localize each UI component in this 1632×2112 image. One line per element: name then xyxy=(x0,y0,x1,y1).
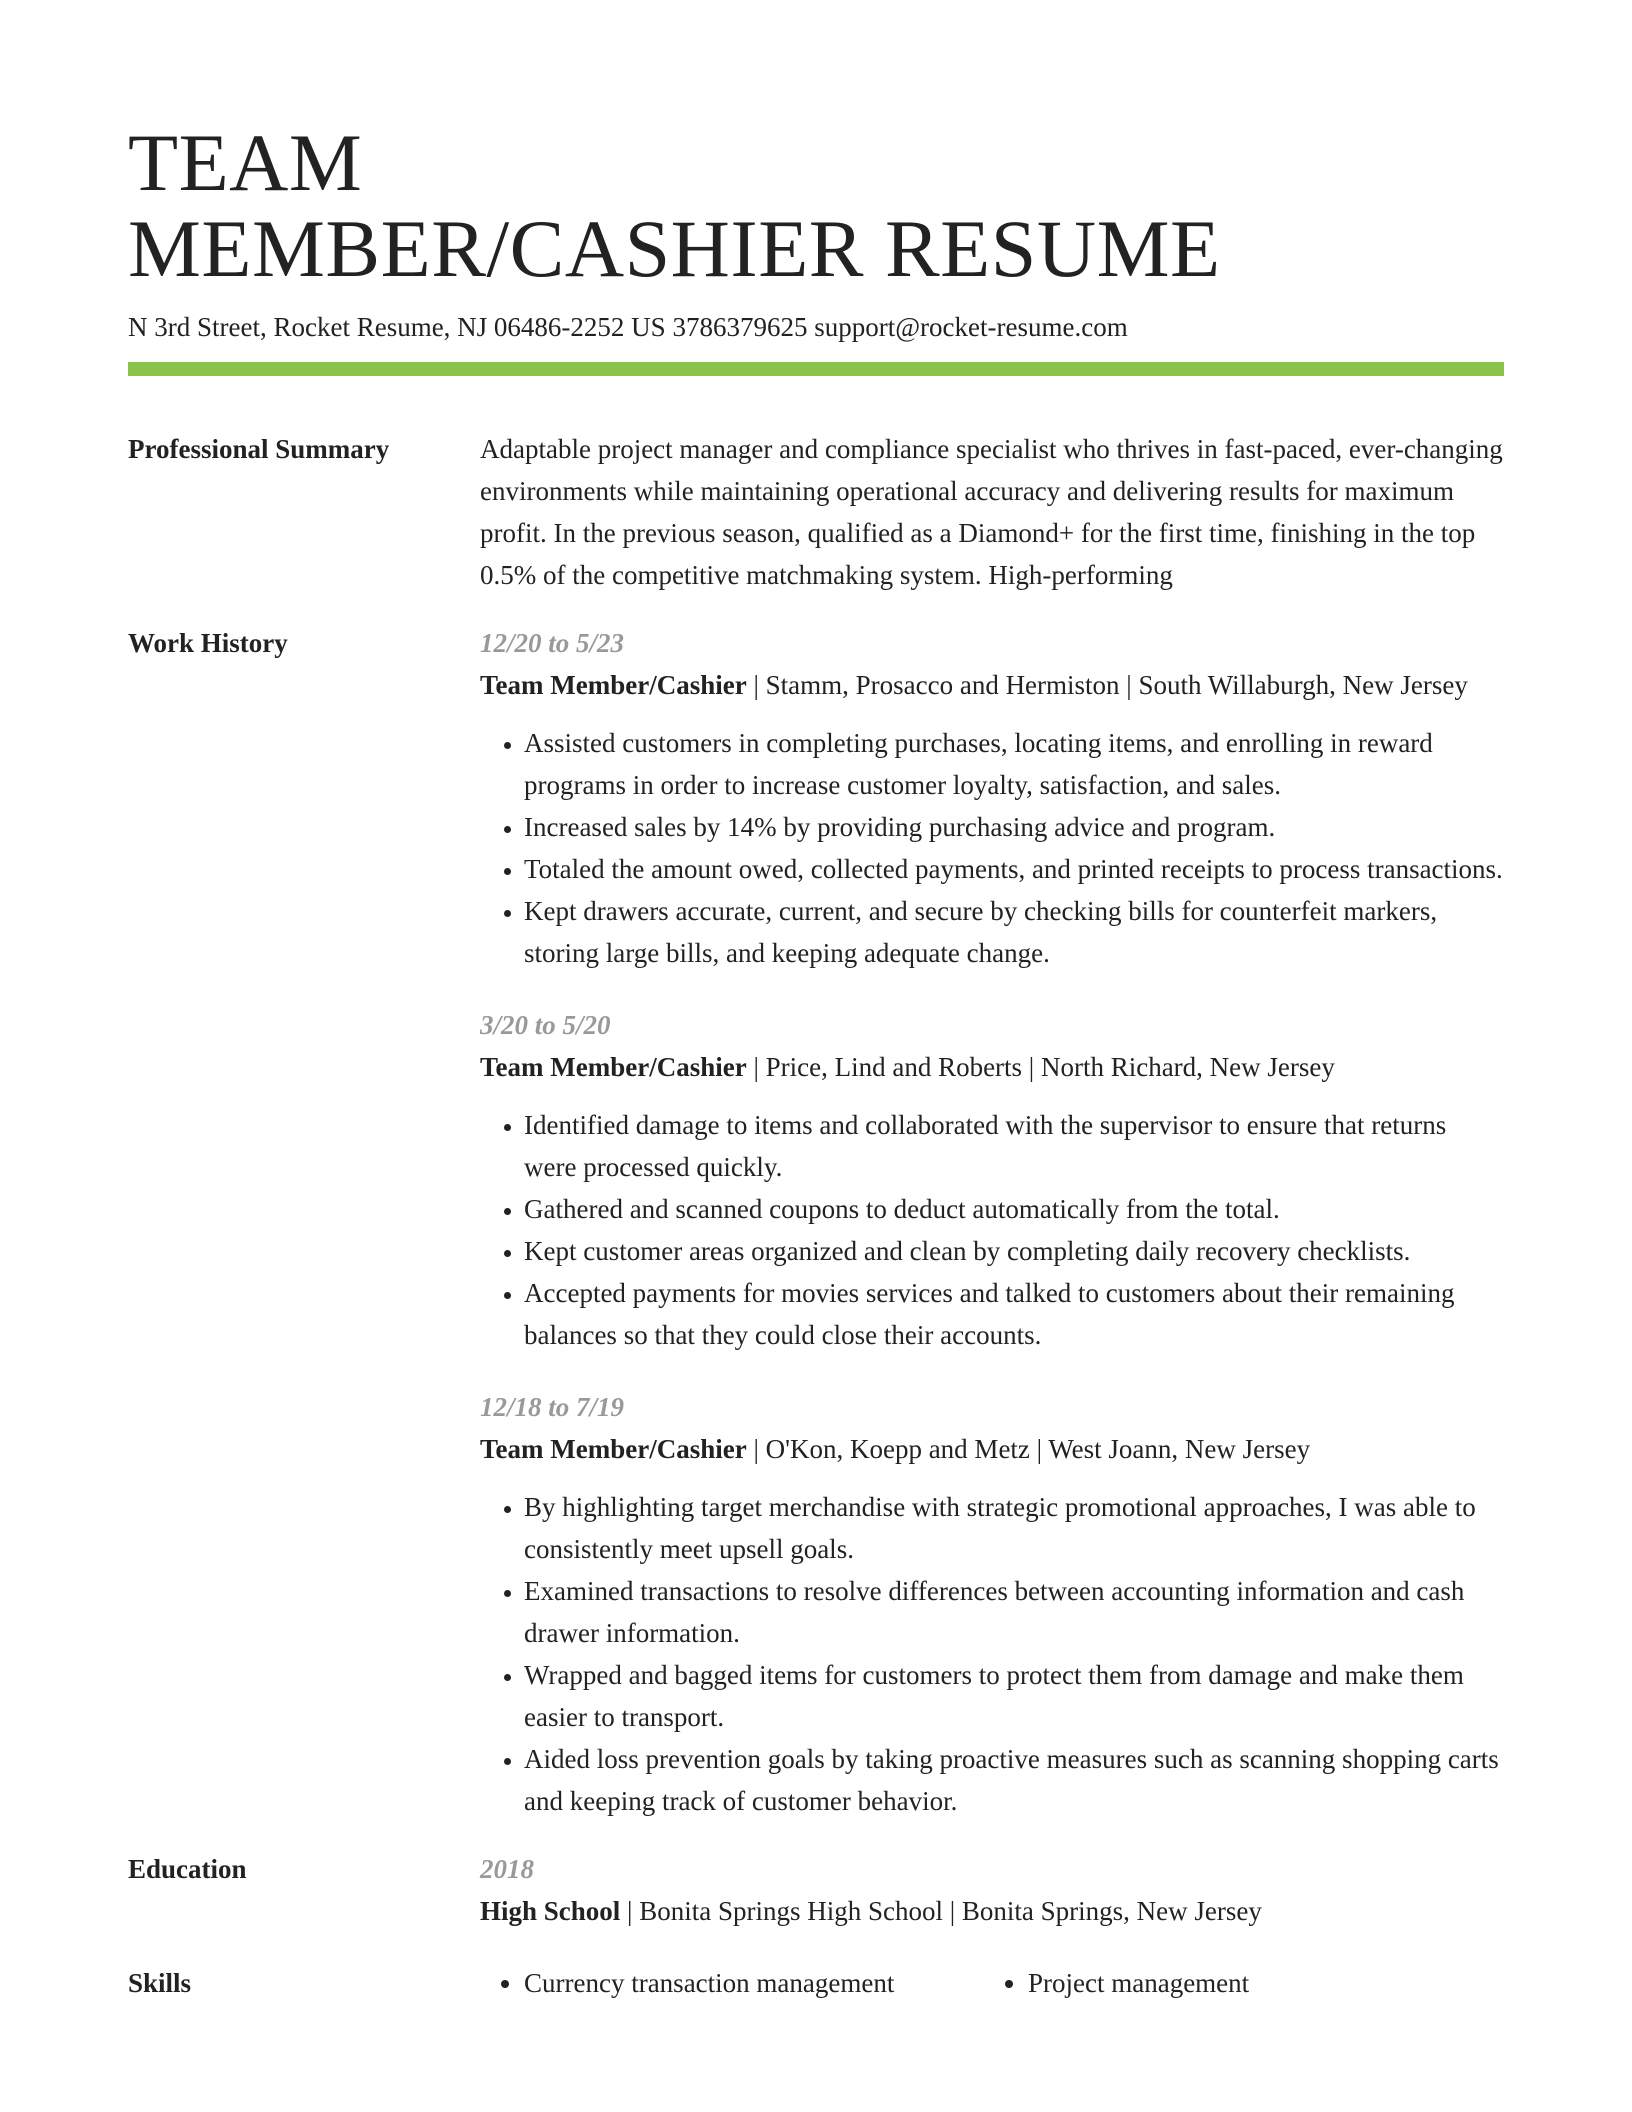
title-line-1: TEAM xyxy=(128,117,363,208)
job-bullet: • By highlighting target merchandise with strategic promotional approaches, I was able to consistently meet upsell goals. xyxy=(524,1486,1504,1570)
job-bullets xyxy=(480,1104,1504,1356)
job-details: | Price, Lind and Roberts | North Richard, New Jersey xyxy=(746,1052,1335,1082)
skill-item: • Project management xyxy=(1028,1962,1488,2004)
education-degree: High School xyxy=(480,1896,621,1926)
work-history-label: Work History xyxy=(128,628,288,658)
job-bullet: • Aided loss prevention goals by taking proactive measures such as scanning shopping carts and keeping track of customer behavior. xyxy=(524,1738,1504,1822)
accent-divider xyxy=(128,362,1504,376)
skills-body xyxy=(480,1962,1504,2004)
education-body xyxy=(480,1848,1504,1932)
skills-section xyxy=(128,1962,1504,2004)
job-date: 12/20 to 5/23 xyxy=(480,628,625,658)
job-bullet: • Kept customer areas organized and clean by completing daily recovery checklists. xyxy=(524,1230,1504,1272)
job-bullet: • Examined transactions to resolve differences between accounting information and cash drawer information. xyxy=(524,1570,1504,1654)
skills-column-1 xyxy=(480,1962,984,2004)
job-bullet: • Totaled the amount owed, collected payments, and printed receipts to process transactions. xyxy=(524,848,1504,890)
job-details: | Stamm, Prosacco and Hermiston | South Willaburgh, New Jersey xyxy=(746,670,1468,700)
resume-title xyxy=(128,117,1504,294)
job-date: 3/20 to 5/20 xyxy=(480,1010,611,1040)
skills-column-2 xyxy=(984,1962,1488,2004)
job-entry xyxy=(480,1386,1504,1822)
skill-item: • Currency transaction management xyxy=(524,1962,984,2004)
resume-page xyxy=(128,117,1504,2004)
job-bullet: • Accepted payments for movies services and talked to customers about their remaining balances so that they could close their accounts. xyxy=(524,1272,1504,1356)
job-bullet: • Gathered and scanned coupons to deduct automatically from the total. xyxy=(524,1188,1504,1230)
education-line xyxy=(480,1890,1504,1932)
job-entry xyxy=(480,622,1504,974)
job-bullet: • Increased sales by 14% by providing purchasing advice and program. xyxy=(524,806,1504,848)
education-section xyxy=(128,1848,1504,1932)
job-bullet: • Wrapped and bagged items for customers to protect them from damage and make them easier to transport. xyxy=(524,1654,1504,1738)
job-date: 12/18 to 7/19 xyxy=(480,1392,625,1422)
skills-grid xyxy=(480,1962,1504,2004)
summary-body xyxy=(480,428,1504,596)
job-bullets xyxy=(480,1486,1504,1822)
summary-label: Professional Summary xyxy=(128,434,390,464)
job-bullet: • Kept drawers accurate, current, and secure by checking bills for counterfeit markers, storing large bills, and keeping adequate change. xyxy=(524,890,1504,974)
job-entry xyxy=(480,1004,1504,1356)
job-bullets xyxy=(480,722,1504,974)
job-role: Team Member/Cashier xyxy=(480,1052,747,1082)
job-role-line xyxy=(480,1428,1504,1470)
education-label: Education xyxy=(128,1854,247,1884)
job-bullet: • Assisted customers in completing purchases, locating items, and enrolling in reward programs in order to increase customer loyalty, satisfaction, and sales. xyxy=(524,722,1504,806)
skills-label: Skills xyxy=(128,1968,192,1998)
job-role: Team Member/Cashier xyxy=(480,670,747,700)
summary-section xyxy=(128,428,1504,596)
work-history-section xyxy=(128,622,1504,1822)
title-line-2: MEMBER/CASHIER RESUME xyxy=(128,203,1221,294)
job-role: Team Member/Cashier xyxy=(480,1434,747,1464)
contact-info: N 3rd Street, Rocket Resume, NJ 06486-2252 US 3786379625 support@rocket-resume.com xyxy=(128,312,1128,342)
job-role-line xyxy=(480,1046,1504,1088)
job-role-line xyxy=(480,664,1504,706)
job-details: | O'Kon, Koepp and Metz | West Joann, New Jersey xyxy=(746,1434,1311,1464)
work-history-body xyxy=(480,622,1504,1822)
education-details: | Bonita Springs High School | Bonita Springs, New Jersey xyxy=(620,1896,1262,1926)
job-bullet: • Identified damage to items and collaborated with the supervisor to ensure that returns were processed quickly. xyxy=(524,1104,1504,1188)
education-date: 2018 xyxy=(480,1854,534,1884)
summary-text: Adaptable project manager and compliance specialist who thrives in fast-paced, ever-changing environments while maintaining operational accuracy and delivering results for maximum profit. In the previous season, qualified as a Diamond+ for the first time, finishing in the top 0.5% of the competitive matchmaking system. High-performing xyxy=(480,434,1503,590)
